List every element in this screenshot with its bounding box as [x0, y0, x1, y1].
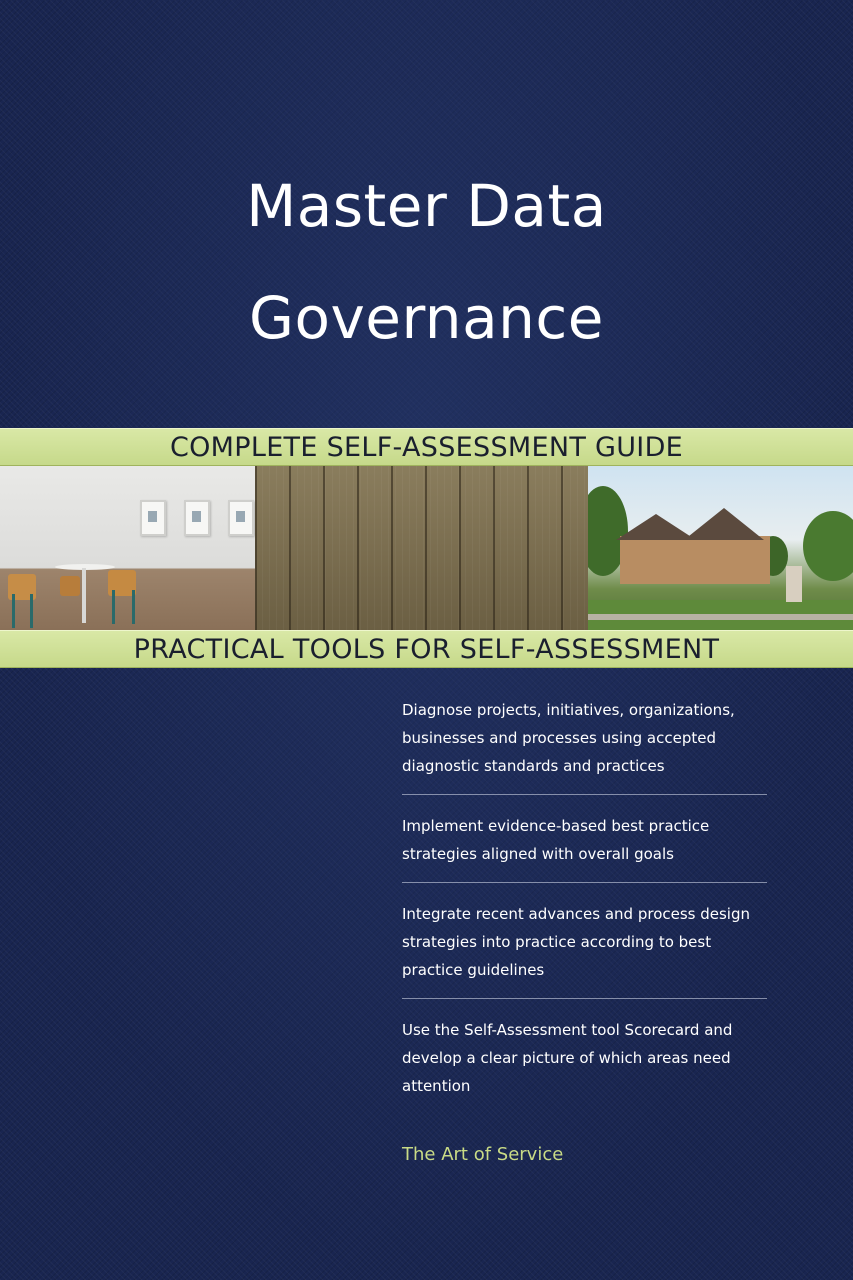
feature-item-diagnose: Diagnose projects, initiatives, organizations, businesses and processes using accepted diagnostic standards and practices [402, 696, 767, 795]
feature-item-integrate: Integrate recent advances and process design strategies into practice according to best practice guidelines [402, 900, 767, 999]
book-title-line-1: Master Data [246, 172, 607, 240]
feature-item-implement: Implement evidence-based best practice strategies aligned with overall goals [402, 812, 767, 883]
room-photo [0, 466, 255, 630]
feature-list [402, 696, 767, 1131]
wood-panel-photo [255, 466, 588, 630]
house-photo [588, 466, 853, 630]
book-title [0, 150, 853, 374]
feature-item-scorecard: Use the Self-Assessment tool Scorecard and develop a clear picture of which areas need attention [402, 1021, 733, 1095]
tools-band: PRACTICAL TOOLS FOR SELF-ASSESSMENT [0, 630, 853, 668]
guide-type-band: COMPLETE SELF-ASSESSMENT GUIDE [0, 428, 853, 466]
publisher-name: The Art of Service [402, 1144, 564, 1165]
book-title-line-2: Governance [249, 284, 604, 352]
photo-strip [0, 466, 853, 630]
